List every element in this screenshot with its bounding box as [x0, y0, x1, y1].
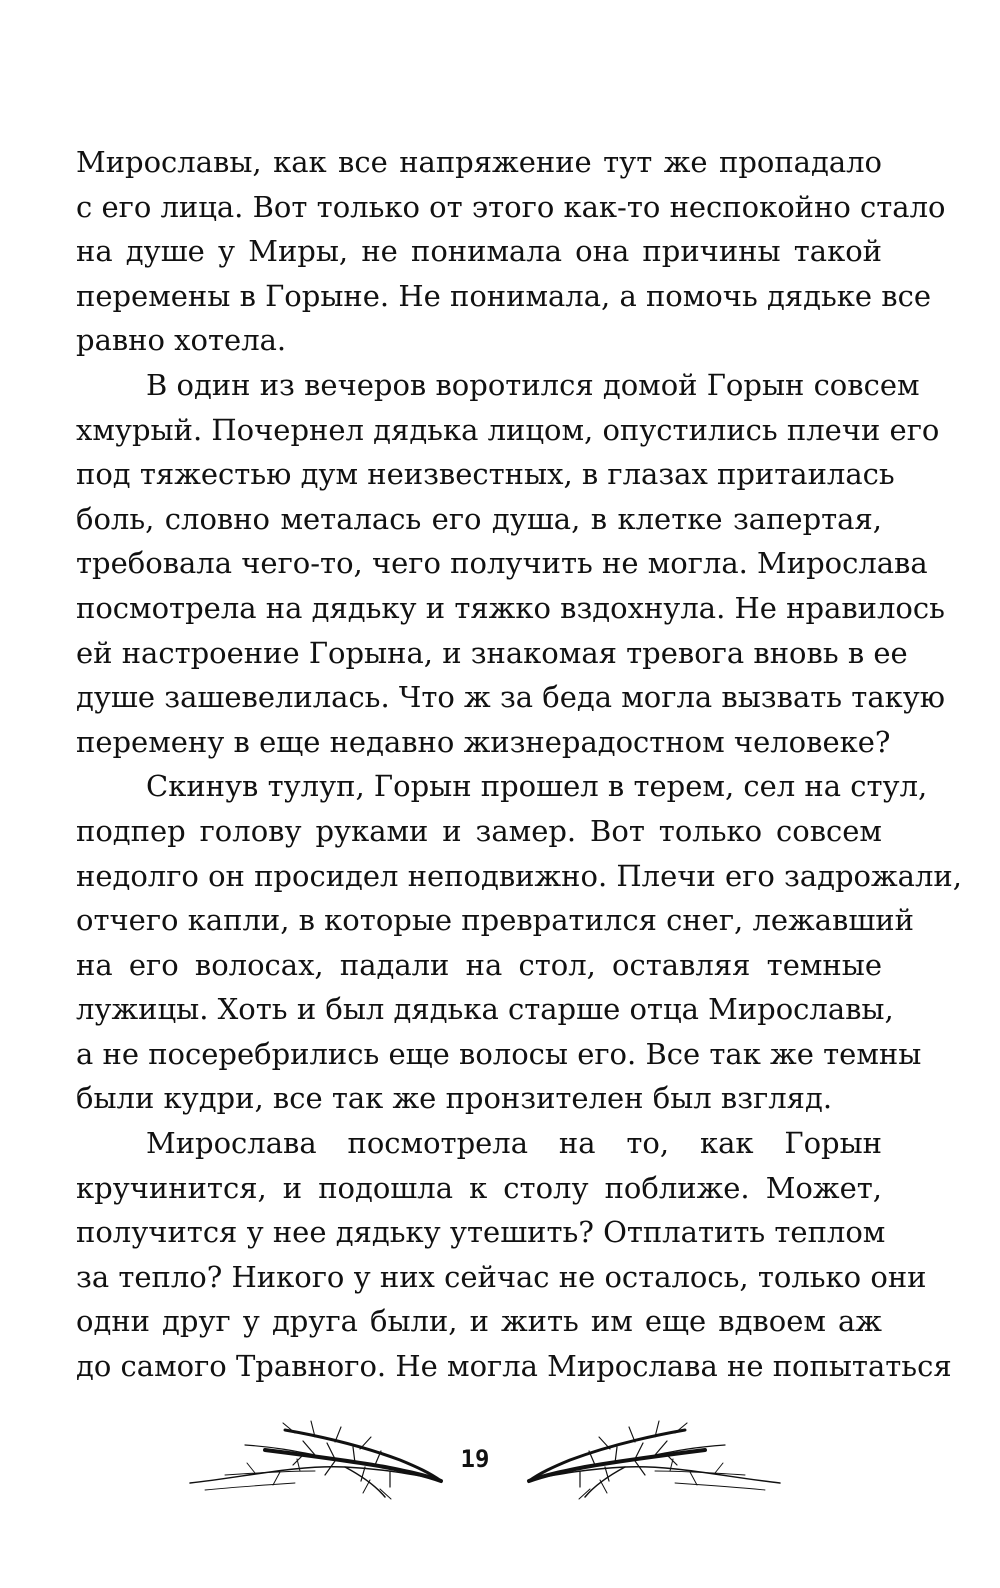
text-line: под тяжестью дум неизвестных, в глазах притаилась	[76, 457, 895, 492]
text-line: на его волосах, падали на стол, оставляя темные	[76, 947, 882, 982]
book-page-text	[76, 140, 962, 1389]
page-footer	[0, 1405, 1000, 1525]
text-line: боль, словно металась его душа, в клетке запертая,	[76, 501, 882, 536]
text-line: душе зашевелилась. Что ж за беда могла вызвать такую	[76, 680, 946, 715]
branch-ornament-icon	[525, 1415, 785, 1505]
text-line: лужицы. Хоть и был дядька старше отца Мирославы,	[76, 992, 894, 1027]
text-line: на душе у Миры, не понимала она причины такой	[76, 234, 882, 269]
text-line: Скинув тулуп, Горын прошел в терем, сел на стул,	[146, 769, 928, 804]
text-line: недолго он просидел неподвижно. Плечи его задрожали,	[76, 858, 962, 893]
text-line: кручинится, и подошла к столу поближе. Может,	[76, 1170, 882, 1205]
text-line: одни друг у друга были, и жить им еще вдвоем аж	[76, 1304, 882, 1339]
text-line: с его лица. Вот только от этого как-то неспокойно стало	[76, 189, 946, 224]
text-line: перемены в Горыне. Не понимала, а помочь дядьке все	[76, 278, 931, 313]
text-line: подпер голову руками и замер. Вот только совсем	[76, 813, 882, 848]
text-line: за тепло? Никого у них сейчас не осталось, только они	[76, 1259, 927, 1294]
text-line: до самого Травного. Не могла Мирослава не попытаться	[76, 1349, 952, 1384]
page-number: 19	[460, 1445, 490, 1473]
branch-ornament-icon	[185, 1415, 445, 1505]
text-line: перемену в еще недавно жизнерадостном человеке?	[76, 724, 891, 759]
text-line: требовала чего-то, чего получить не могла. Мирослава	[76, 546, 928, 581]
text-line: ей настроение Горына, и знакомая тревога вновь в ее	[76, 635, 908, 670]
text-line: Мирославы, как все напряжение тут же пропадало	[76, 145, 882, 179]
text-line: получится у нее дядьку утешить? Отплатить теплом	[76, 1215, 886, 1250]
text-line: В один из вечеров воротился домой Горын совсем	[146, 367, 920, 402]
text-line: отчего капли, в которые превратился снег, лежавший	[76, 903, 914, 938]
text-line: были кудри, все так же пронзителен был взгляд.	[76, 1081, 833, 1116]
text-line: хмурый. Почернел дядька лицом, опустились плечи его	[76, 412, 940, 447]
text-line: равно хотела.	[76, 323, 287, 358]
text-line: а не посеребрились еще волосы его. Все так же темны	[76, 1036, 922, 1071]
text-line: Мирослава посмотрела на то, как Горын	[146, 1126, 882, 1161]
text-line: посмотрела на дядьку и тяжко вздохнула. Не нравилось	[76, 590, 945, 625]
